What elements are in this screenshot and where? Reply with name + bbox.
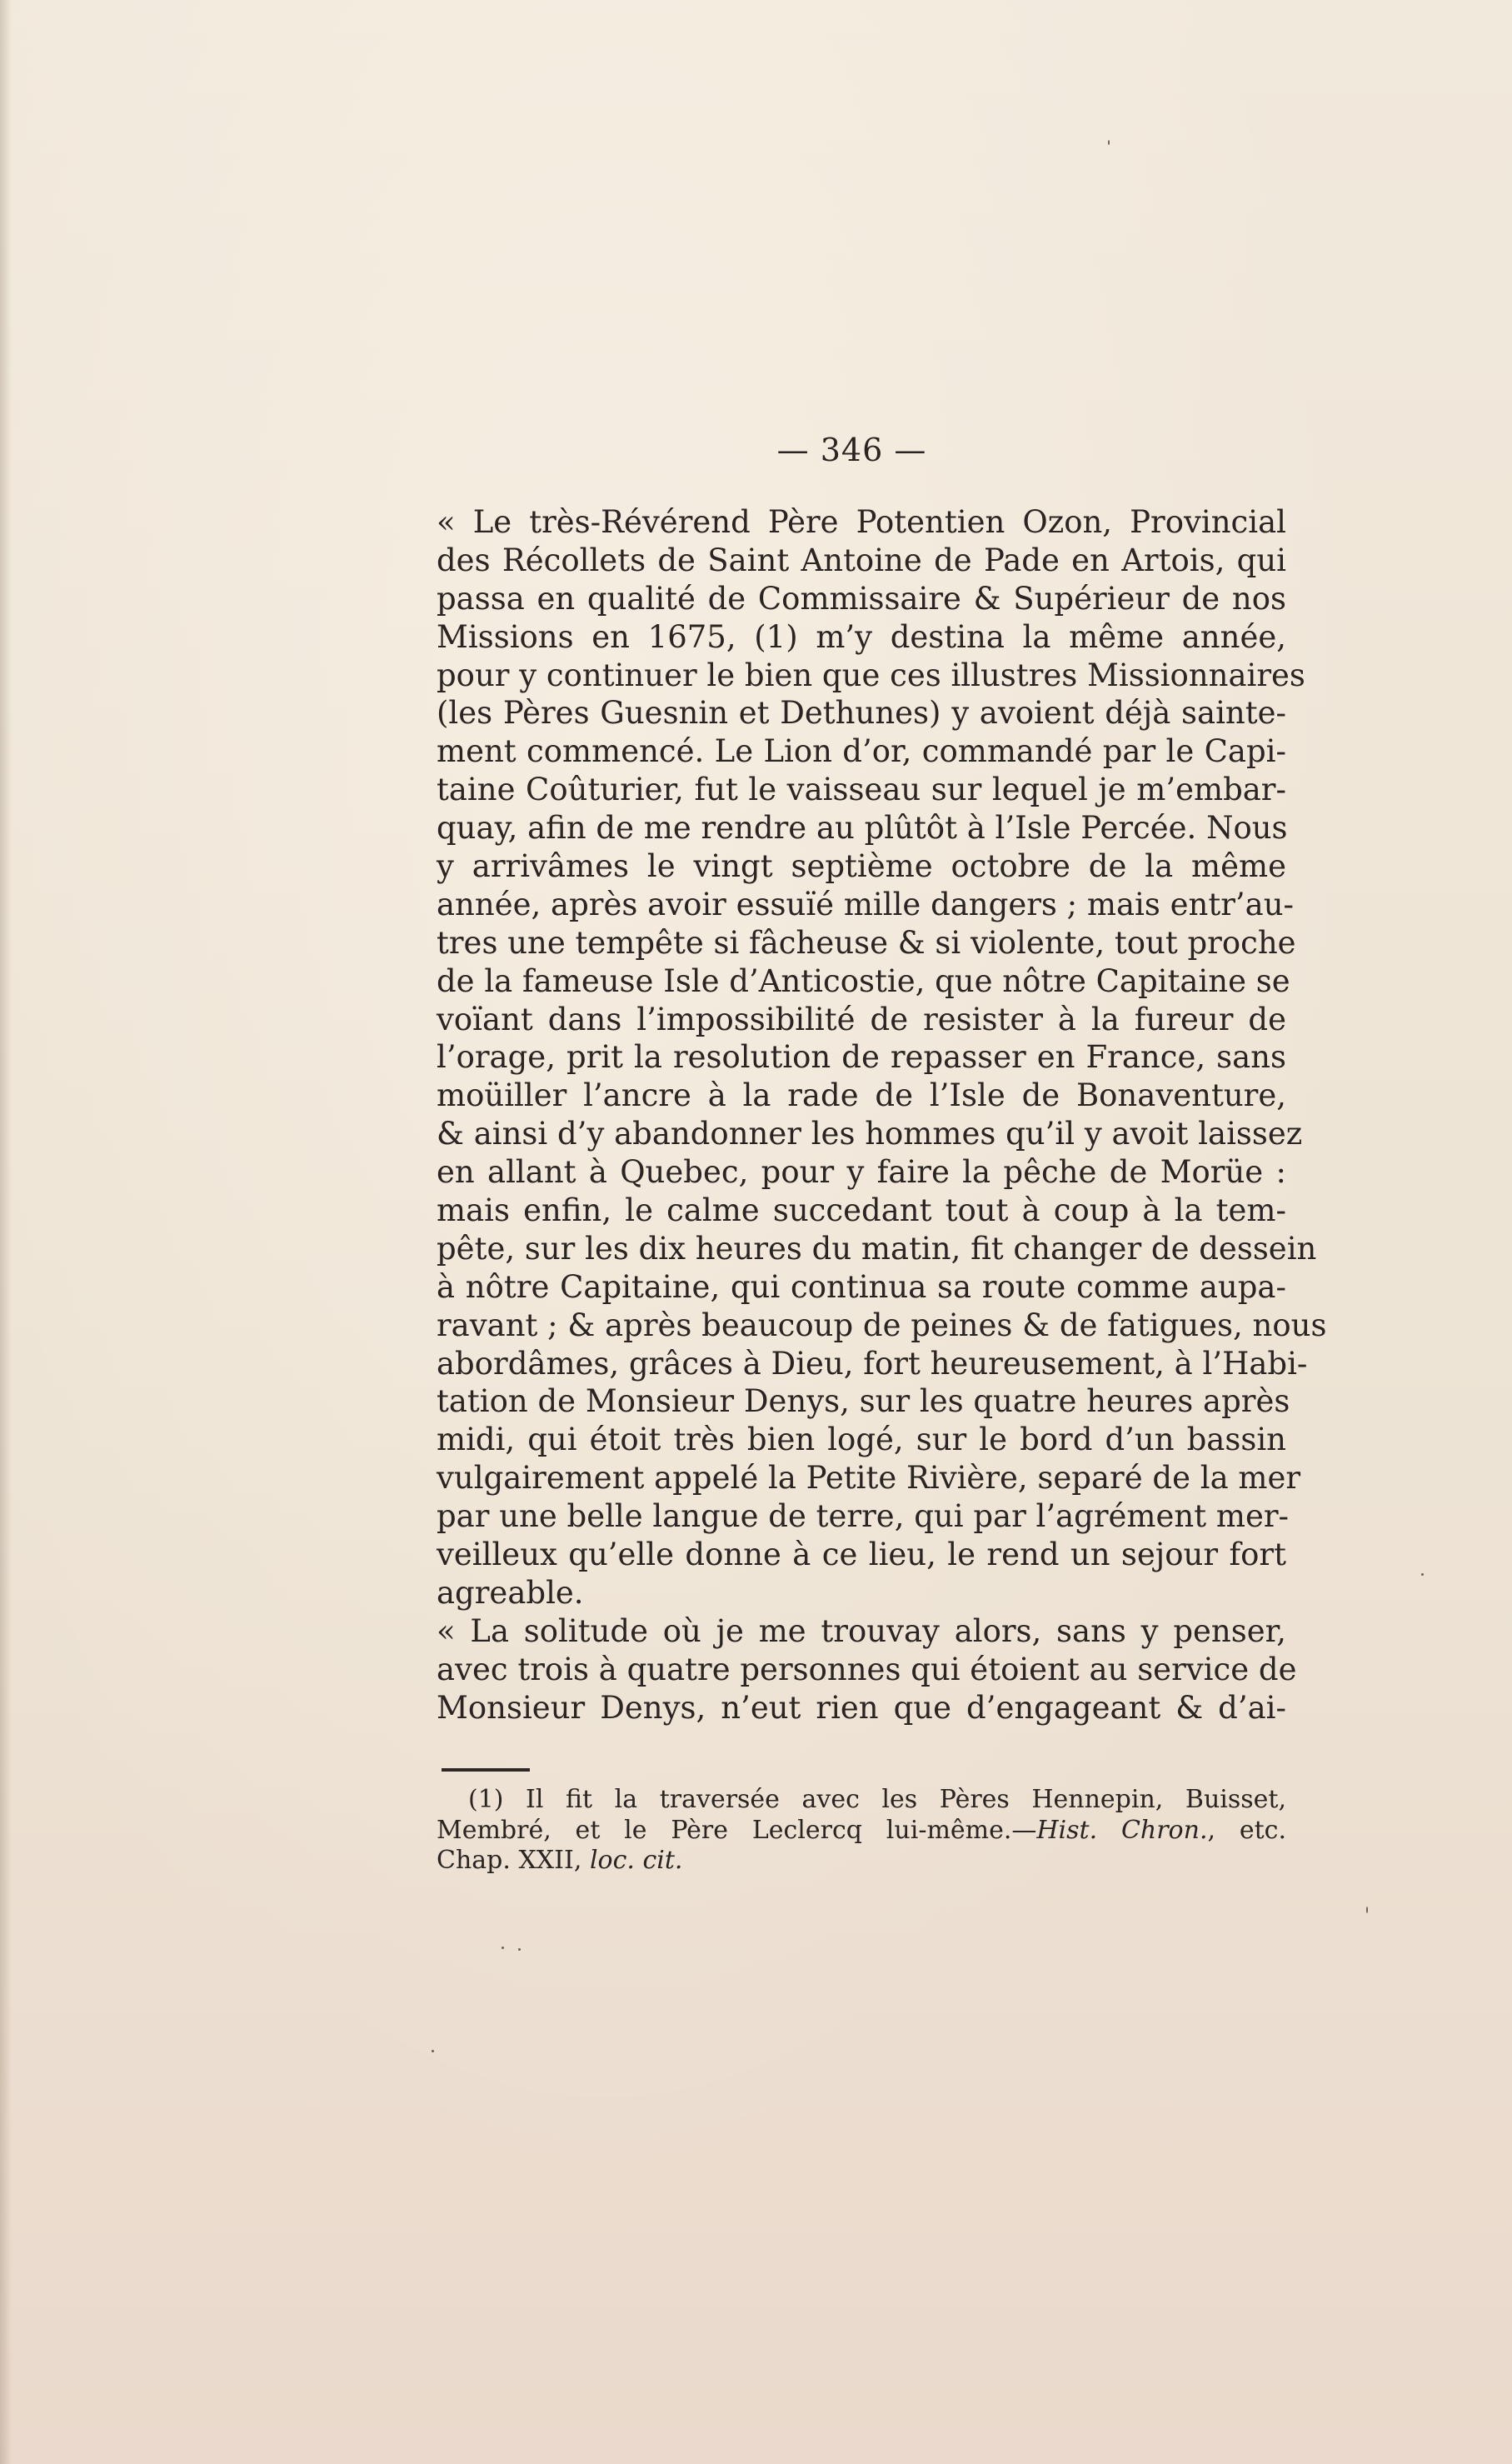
paper-speck — [432, 2050, 434, 2052]
footnote-line — [437, 1816, 1286, 1847]
paper-speck — [518, 1948, 521, 1951]
body-line: pête, sur les dix heures du matin, fit changer de dessein — [437, 1230, 1317, 1267]
paper-speck — [502, 1947, 504, 1949]
paper-speck — [1421, 1573, 1424, 1576]
footnote-text: Chap. XXII, — [437, 1846, 590, 1875]
footnote-line: (1) Il fit la traversée avec les Pères Hennepin, Buisset, — [468, 1785, 1286, 1814]
body-line: y arrivâmes le vingt septième octobre de la même — [437, 848, 1286, 885]
body-line: (les Pères Guesnin et Dethunes) y avoient déjà sainte- — [437, 695, 1286, 732]
footnote-text: Membré, et le Père Leclercq lui-même.— — [437, 1815, 1037, 1845]
body-line: taine Coûturier, fut le vaisseau sur lequel je m’embar- — [437, 772, 1286, 808]
footnote-citation: Hist. Chron. — [1036, 1815, 1208, 1845]
body-line: moüiller l’ancre à la rade de l’Isle de Bonaventure, — [437, 1077, 1286, 1114]
body-line: Monsieur Denys, n’eut rien que d’engageant & d’ai- — [437, 1689, 1286, 1726]
paper-speck — [1366, 1907, 1368, 1913]
paper-speck — [1108, 140, 1110, 145]
body-line: « La solitude où je me trouvay alors, sans y penser, — [437, 1612, 1286, 1649]
footnote-divider — [442, 1768, 530, 1772]
body-line: ment commencé. Le Lion d’or, commandé par le Capi- — [437, 733, 1286, 770]
body-line: abordâmes, grâces à Dieu, fort heureusement, à l’Habi- — [437, 1345, 1308, 1382]
body-line: année, après avoir essuïé mille dangers ; mais entr’au- — [437, 886, 1295, 922]
body-line: voïant dans l’impossibilité de resister à la fureur de — [437, 1001, 1286, 1037]
footnote — [437, 1785, 1286, 1877]
body-line: tation de Monsieur Denys, sur les quatre heures après — [437, 1383, 1290, 1420]
footnote-text: , etc. — [1207, 1815, 1286, 1845]
body-line: l’orage, prit la resolution de repasser en France, sans — [437, 1039, 1286, 1076]
body-line: pour y continuer le bien que ces illustres Missionnaires — [437, 657, 1305, 693]
body-line: de la fameuse Isle d’Anticostie, que nôtre Capitaine se — [437, 962, 1290, 999]
page-number: — 346 — — [776, 432, 927, 468]
body-line: passa en qualité de Commissaire & Supérieur de nos — [437, 580, 1286, 617]
body-line-paragraph-end: agreable. — [437, 1574, 584, 1611]
body-line: midi, qui étoit très bien logé, sur le bord d’un bassin — [437, 1422, 1286, 1458]
body-line: à nôtre Capitaine, qui continua sa route comme aupa- — [437, 1268, 1286, 1305]
body-line: quay, afin de me rendre au plûtôt à l’Isle Percée. Nous — [437, 810, 1288, 847]
body-line: des Récollets de Saint Antoine de Pade en Artois, qui — [437, 542, 1286, 578]
body-line: « Le très-Révérend Père Potentien Ozon, Provincial — [437, 504, 1286, 540]
body-line: & ainsi d’y abandonner les hommes qu’il y avoit laissez — [437, 1116, 1303, 1152]
footnote-citation: loc. cit. — [589, 1846, 683, 1875]
body-line: ravant ; & après beaucoup de peines & de fatigues, nous — [437, 1307, 1327, 1343]
footnote-line — [437, 1846, 1286, 1877]
body-line: par une belle langue de terre, qui par l’agrément mer- — [437, 1498, 1290, 1535]
page-left-edge-shadow — [0, 0, 12, 2464]
body-line: vulgairement appelé la Petite Rivière, separé de la mer — [437, 1460, 1301, 1497]
body-line: en allant à Quebec, pour y faire la pêche de Morüe : — [437, 1154, 1286, 1191]
body-text — [437, 503, 1327, 1727]
body-line: tres une tempête si fâcheuse & si violente, tout proche — [437, 924, 1296, 961]
body-line: Missions en 1675, (1) m’y destina la même année, — [437, 618, 1286, 655]
body-line: avec trois à quatre personnes qui étoient au service de — [437, 1651, 1297, 1687]
body-line: mais enfin, le calme succedant tout à coup à la tem- — [437, 1192, 1286, 1229]
body-line: veilleux qu’elle donne à ce lieu, le rend un sejour fort — [437, 1537, 1286, 1573]
